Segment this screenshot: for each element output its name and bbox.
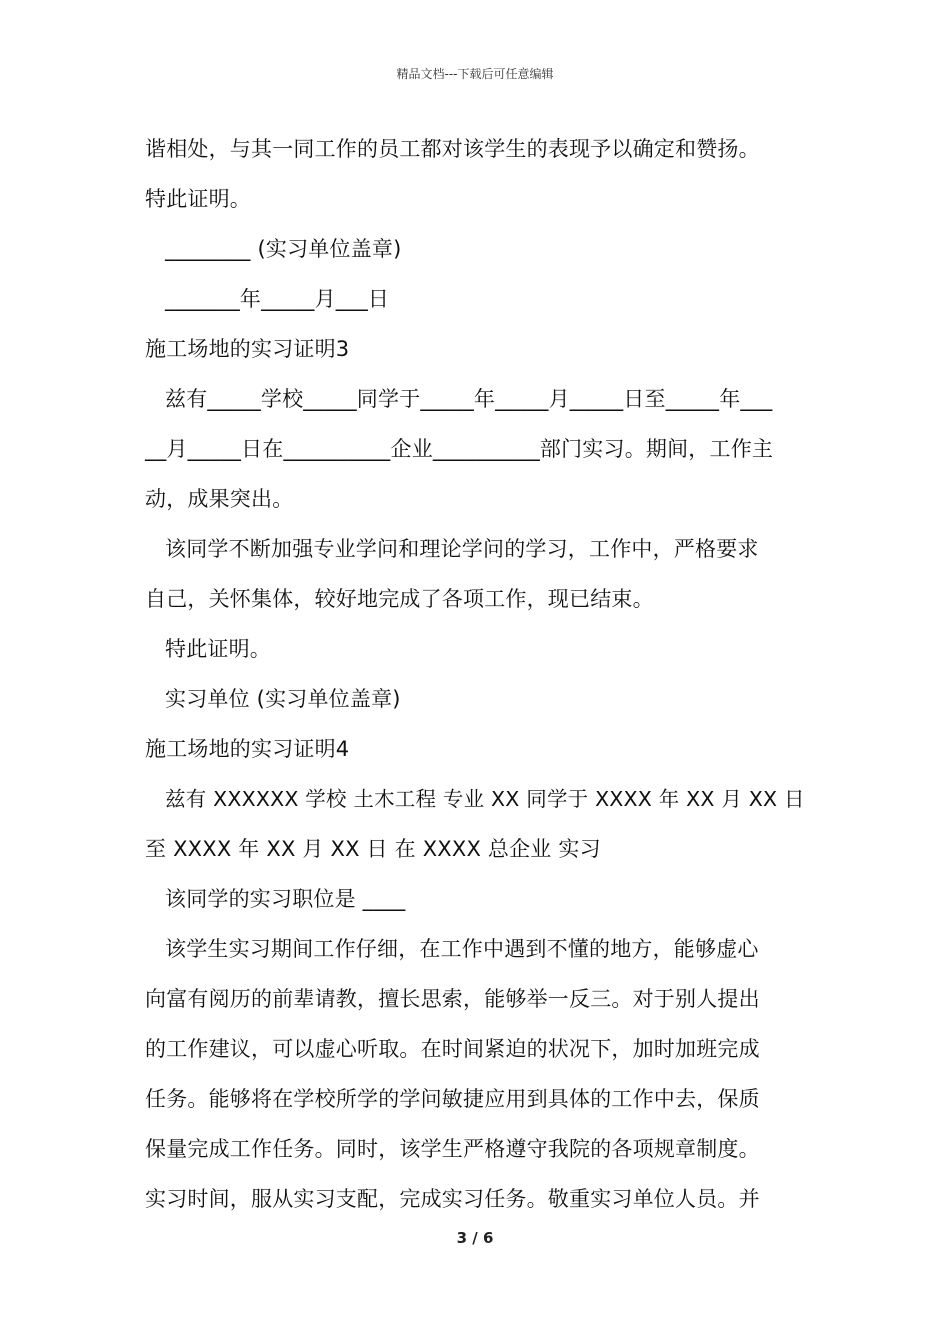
text-line: 该同学的实习职位是 ____	[165, 887, 406, 911]
text-line: 该学生实习期间工作仔细，在工作中遇到不懂的地方，能够虚心	[165, 937, 759, 961]
text-line: 实习时间，服从实习支配，完成实习任务。敬重实习单位人员。并	[145, 1187, 760, 1211]
section-heading: 施工场地的实习证明4	[145, 737, 350, 761]
text-line: 特此证明。	[165, 637, 271, 661]
text-line: 任务。能够将在学校所学的学问敏捷应用到具体的工作中去，保质	[145, 1087, 760, 1111]
text-line: _______年_____月___日	[165, 287, 390, 311]
text-line: 兹有_____学校_____同学于_____年_____月_____日至_____年___	[165, 387, 773, 411]
page-header: 精品文档---下载后可任意编辑	[396, 67, 554, 81]
text-line: 兹有 XXXXXX 学校 土木工程 专业 XX 同学于 XXXX 年 XX 月 XX 日	[165, 787, 805, 811]
section-heading: 施工场地的实习证明3	[145, 337, 350, 361]
text-line: ________ (实习单位盖章)	[165, 237, 402, 261]
page-number: 3 / 6	[456, 1229, 494, 1247]
text-line: 至 XXXX 年 XX 月 XX 日 在 XXXX 总企业 实习	[145, 837, 601, 861]
text-line: 实习单位 (实习单位盖章)	[165, 687, 401, 711]
text-line: 自己，关怀集体，较好地完成了各项工作，现已结束。	[145, 587, 654, 611]
text-line: 谐相处，与其一同工作的员工都对该学生的表现予以确定和赞扬。	[145, 137, 760, 161]
document-body	[145, 124, 810, 1224]
text-line: __月_____日在__________企业__________部门实习。期间，工作主	[145, 437, 774, 461]
text-line: 特此证明。	[145, 187, 251, 211]
text-line: 该同学不断加强专业学问和理论学问的学习，工作中，严格要求	[165, 537, 759, 561]
text-line: 向富有阅历的前辈请教，擅长思索，能够举一反三。对于别人提出	[145, 987, 760, 1011]
text-line: 保量完成工作任务。同时，该学生严格遵守我院的各项规章制度。	[145, 1137, 760, 1161]
text-line: 的工作建议，可以虚心听取。在时间紧迫的状况下，加时加班完成	[145, 1037, 760, 1061]
text-line: 动，成果突出。	[145, 487, 294, 511]
